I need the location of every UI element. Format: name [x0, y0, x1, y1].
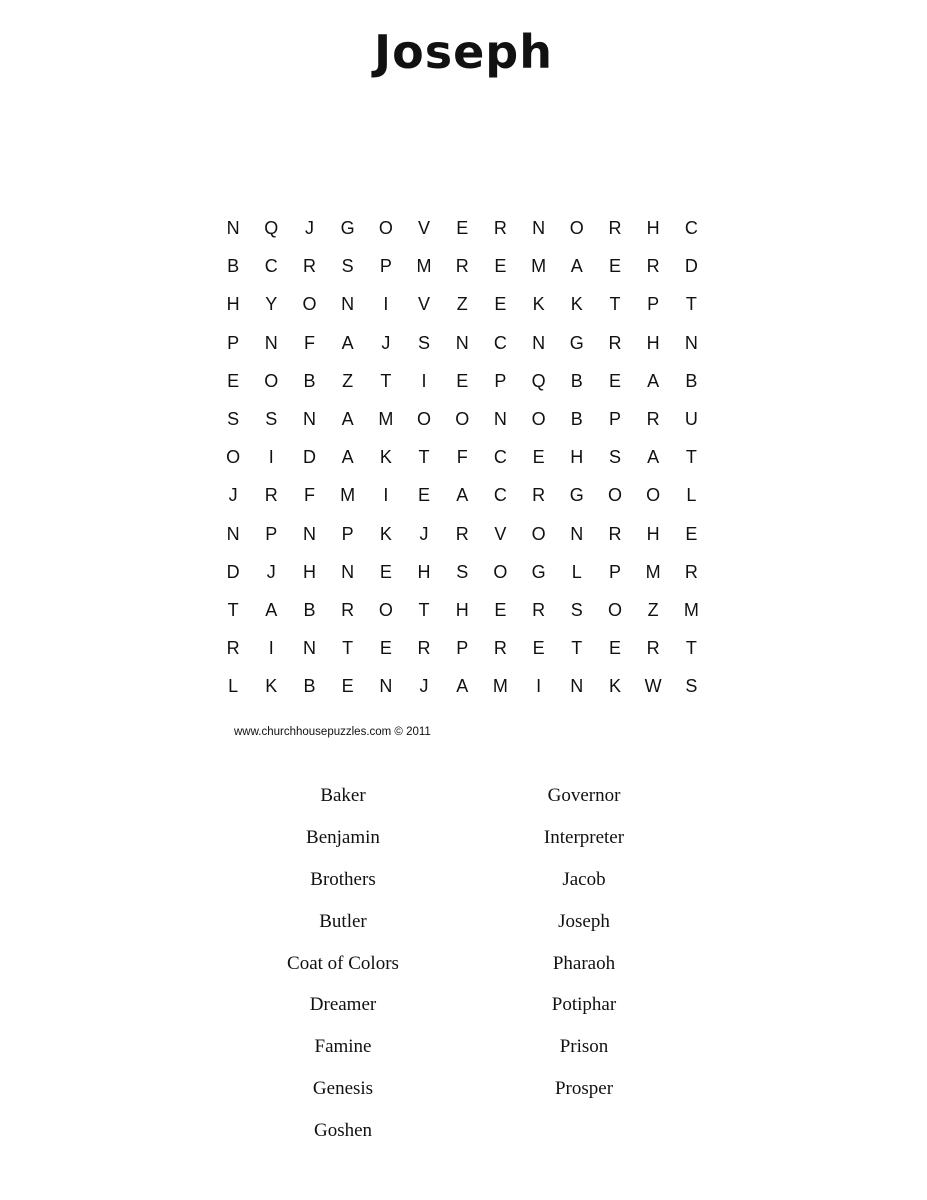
grid-letter: D [302, 447, 316, 468]
grid-letter: E [685, 523, 698, 544]
grid-letter: E [418, 485, 431, 506]
grid-letter: R [532, 485, 546, 506]
grid-letter: K [379, 523, 392, 544]
grid-letter: O [531, 409, 546, 430]
grid-letter: F [303, 485, 315, 506]
grid-letter: I [383, 485, 389, 506]
grid-letter: Z [342, 370, 354, 391]
grid-letter: S [341, 256, 354, 277]
grid-letter: N [493, 409, 507, 430]
word-list-item: Goshen [313, 1120, 373, 1142]
grid-letter: D [684, 256, 698, 277]
word-list-item: Pharaoh [552, 952, 616, 974]
grid-letter: T [418, 599, 430, 620]
grid-letter: Z [456, 294, 468, 315]
grid-letter: W [644, 676, 662, 697]
grid-letter: R [417, 638, 431, 659]
grid-letter: A [647, 370, 660, 391]
grid-letter: K [570, 294, 583, 315]
grid-letter: A [456, 676, 469, 697]
word-list-left [223, 778, 463, 1155]
word-list-item: Dreamer [309, 994, 377, 1016]
grid-letter: K [379, 447, 392, 468]
grid-letter: G [569, 485, 584, 506]
grid-letter: I [421, 370, 427, 391]
grid-letter: R [684, 561, 698, 582]
grid-letter: E [494, 256, 507, 277]
grid-letter: E [227, 370, 240, 391]
grid-letter: E [494, 599, 507, 620]
word-list-item: Benjamin [306, 826, 380, 848]
grid-letter: V [418, 218, 431, 239]
grid-letter: K [265, 676, 278, 697]
grid-letter: O [226, 447, 241, 468]
grid-letter: P [379, 256, 392, 277]
grid-letter: G [569, 332, 584, 353]
copyright-notice: www.churchhousepuzzles.com © 2011 [234, 726, 431, 738]
grid-letter: C [684, 218, 698, 239]
grid-letter: T [227, 599, 239, 620]
grid-letter: T [380, 370, 392, 391]
grid-letter: A [341, 409, 354, 430]
grid-letter: I [268, 638, 274, 659]
grid-letter: E [379, 561, 392, 582]
grid-letter: N [302, 409, 316, 430]
grid-letter: E [341, 676, 354, 697]
grid-letter: E [532, 447, 545, 468]
grid-letter: R [493, 638, 507, 659]
word-list-item: Jacob [562, 868, 606, 890]
grid-letter: P [647, 294, 660, 315]
grid-letter: H [570, 447, 584, 468]
grid-letter: L [228, 676, 239, 697]
grid-letter: Z [647, 599, 659, 620]
grid-letter: E [608, 256, 621, 277]
grid-letter: G [340, 218, 355, 239]
grid-letter: P [227, 332, 240, 353]
grid-letter: R [646, 256, 660, 277]
grid-letter: P [265, 523, 278, 544]
grid-letter: R [455, 256, 469, 277]
grid-letter: B [303, 370, 316, 391]
grid-letter: A [647, 447, 660, 468]
grid-letter: H [302, 561, 316, 582]
grid-letter: I [268, 447, 274, 468]
grid-letter: R [646, 638, 660, 659]
grid-letter: E [532, 638, 545, 659]
grid-letter: N [570, 523, 584, 544]
grid-letter: H [646, 523, 660, 544]
grid-letter: N [532, 218, 546, 239]
grid-letter: N [226, 218, 240, 239]
word-list-item: Coat of Colors [287, 952, 399, 974]
grid-letter: H [417, 561, 431, 582]
grid-letter: T [685, 447, 697, 468]
grid-letter: Y [265, 294, 278, 315]
grid-letter: O [531, 523, 546, 544]
grid-letter: N [379, 676, 393, 697]
grid-letter: B [227, 256, 240, 277]
grid-letter: N [341, 294, 355, 315]
grid-letter: A [341, 447, 354, 468]
grid-letter: M [531, 256, 547, 277]
grid-row [214, 515, 710, 553]
grid-row [214, 247, 710, 285]
word-list-item: Potiphar [551, 994, 617, 1016]
grid-letter: R [608, 218, 622, 239]
grid-row [214, 553, 710, 591]
grid-letter: S [608, 447, 621, 468]
grid-row [214, 438, 710, 476]
grid-letter: T [571, 638, 583, 659]
grid-letter: N [684, 332, 698, 353]
grid-letter: H [455, 599, 469, 620]
grid-letter: M [683, 599, 699, 620]
grid-letter: U [684, 409, 698, 430]
grid-letter: T [342, 638, 354, 659]
grid-letter: R [532, 599, 546, 620]
grid-row [214, 629, 710, 667]
grid-letter: S [227, 409, 240, 430]
grid-row [214, 400, 710, 438]
grid-letter: A [570, 256, 583, 277]
grid-letter: G [531, 561, 546, 582]
grid-letter: B [685, 370, 698, 391]
word-search-grid [214, 209, 710, 705]
grid-letter: O [264, 370, 279, 391]
word-list-item: Prosper [554, 1078, 614, 1100]
grid-letter: T [685, 638, 697, 659]
grid-letter: M [340, 485, 356, 506]
grid-letter: R [608, 523, 622, 544]
grid-letter: C [493, 447, 507, 468]
grid-letter: Q [264, 218, 279, 239]
grid-letter: O [302, 294, 317, 315]
grid-letter: I [536, 676, 542, 697]
grid-letter: O [455, 409, 470, 430]
grid-letter: F [456, 447, 468, 468]
grid-letter: R [264, 485, 278, 506]
grid-letter: C [493, 332, 507, 353]
page-title: Joseph [374, 25, 553, 79]
grid-row [214, 209, 710, 247]
grid-letter: P [494, 370, 507, 391]
grid-letter: N [302, 638, 316, 659]
grid-letter: K [532, 294, 545, 315]
grid-letter: R [608, 332, 622, 353]
grid-letter: E [608, 370, 621, 391]
grid-letter: N [264, 332, 278, 353]
grid-letter: L [686, 485, 697, 506]
grid-letter: M [416, 256, 432, 277]
grid-letter: N [455, 332, 469, 353]
grid-letter: R [646, 409, 660, 430]
grid-letter: P [341, 523, 354, 544]
word-list-item: Prison [559, 1036, 609, 1058]
grid-letter: B [570, 409, 583, 430]
grid-letter: O [607, 599, 622, 620]
grid-row [214, 362, 710, 400]
grid-letter: F [303, 332, 315, 353]
grid-letter: L [571, 561, 582, 582]
grid-letter: B [303, 599, 316, 620]
grid-letter: C [493, 485, 507, 506]
grid-letter: A [456, 485, 469, 506]
grid-letter: E [608, 638, 621, 659]
grid-letter: K [608, 676, 621, 697]
grid-letter: R [302, 256, 316, 277]
grid-letter: C [264, 256, 278, 277]
grid-letter: N [226, 523, 240, 544]
grid-letter: M [645, 561, 661, 582]
word-list-item: Joseph [558, 910, 610, 932]
word-list-right [464, 778, 704, 1113]
grid-letter: S [456, 561, 469, 582]
word-list-item: Famine [314, 1036, 372, 1058]
grid-letter: V [418, 294, 431, 315]
grid-letter: N [302, 523, 316, 544]
grid-letter: O [607, 485, 622, 506]
word-list-item: Brothers [310, 868, 376, 890]
grid-letter: V [494, 523, 507, 544]
grid-letter: J [228, 485, 238, 506]
grid-letter: N [532, 332, 546, 353]
grid-letter: H [646, 218, 660, 239]
grid-letter: O [493, 561, 508, 582]
grid-letter: D [226, 561, 240, 582]
grid-letter: N [570, 676, 584, 697]
grid-letter: R [493, 218, 507, 239]
grid-row [214, 591, 710, 629]
grid-letter: O [417, 409, 432, 430]
grid-letter: O [378, 599, 393, 620]
grid-letter: B [570, 370, 583, 391]
grid-letter: J [304, 218, 314, 239]
grid-letter: T [685, 294, 697, 315]
grid-letter: H [646, 332, 660, 353]
grid-letter: A [341, 332, 354, 353]
word-list-item: Baker [320, 785, 366, 806]
grid-letter: M [378, 409, 394, 430]
grid-letter: S [570, 599, 583, 620]
grid-letter: R [341, 599, 355, 620]
grid-letter: A [265, 599, 278, 620]
grid-letter: T [609, 294, 621, 315]
grid-letter: S [265, 409, 278, 430]
grid-letter: T [418, 447, 430, 468]
grid-row [214, 476, 710, 514]
grid-letter: B [303, 676, 316, 697]
grid-row [214, 667, 710, 705]
grid-letter: S [685, 676, 698, 697]
grid-letter: E [456, 218, 469, 239]
grid-letter: N [341, 561, 355, 582]
grid-letter: J [419, 676, 429, 697]
grid-row [214, 285, 710, 323]
grid-letter: S [418, 332, 431, 353]
grid-letter: P [456, 638, 469, 659]
grid-letter: R [455, 523, 469, 544]
grid-letter: E [494, 294, 507, 315]
word-list-item: Interpreter [543, 826, 625, 848]
grid-row [214, 324, 710, 362]
word-list-item: Governor [547, 785, 621, 806]
word-list-item: Genesis [312, 1078, 374, 1100]
grid-letter: Q [531, 370, 546, 391]
word-list-item: Butler [319, 910, 367, 932]
grid-letter: M [492, 676, 508, 697]
grid-letter: E [456, 370, 469, 391]
grid-letter: O [378, 218, 393, 239]
grid-letter: J [266, 561, 276, 582]
grid-letter: R [226, 638, 240, 659]
grid-letter: O [569, 218, 584, 239]
grid-letter: P [608, 561, 621, 582]
grid-letter: O [646, 485, 661, 506]
grid-letter: P [608, 409, 621, 430]
grid-letter: H [226, 294, 240, 315]
grid-letter: J [381, 332, 391, 353]
grid-letter: J [419, 523, 429, 544]
grid-letter: E [379, 638, 392, 659]
grid-letter: I [383, 294, 389, 315]
